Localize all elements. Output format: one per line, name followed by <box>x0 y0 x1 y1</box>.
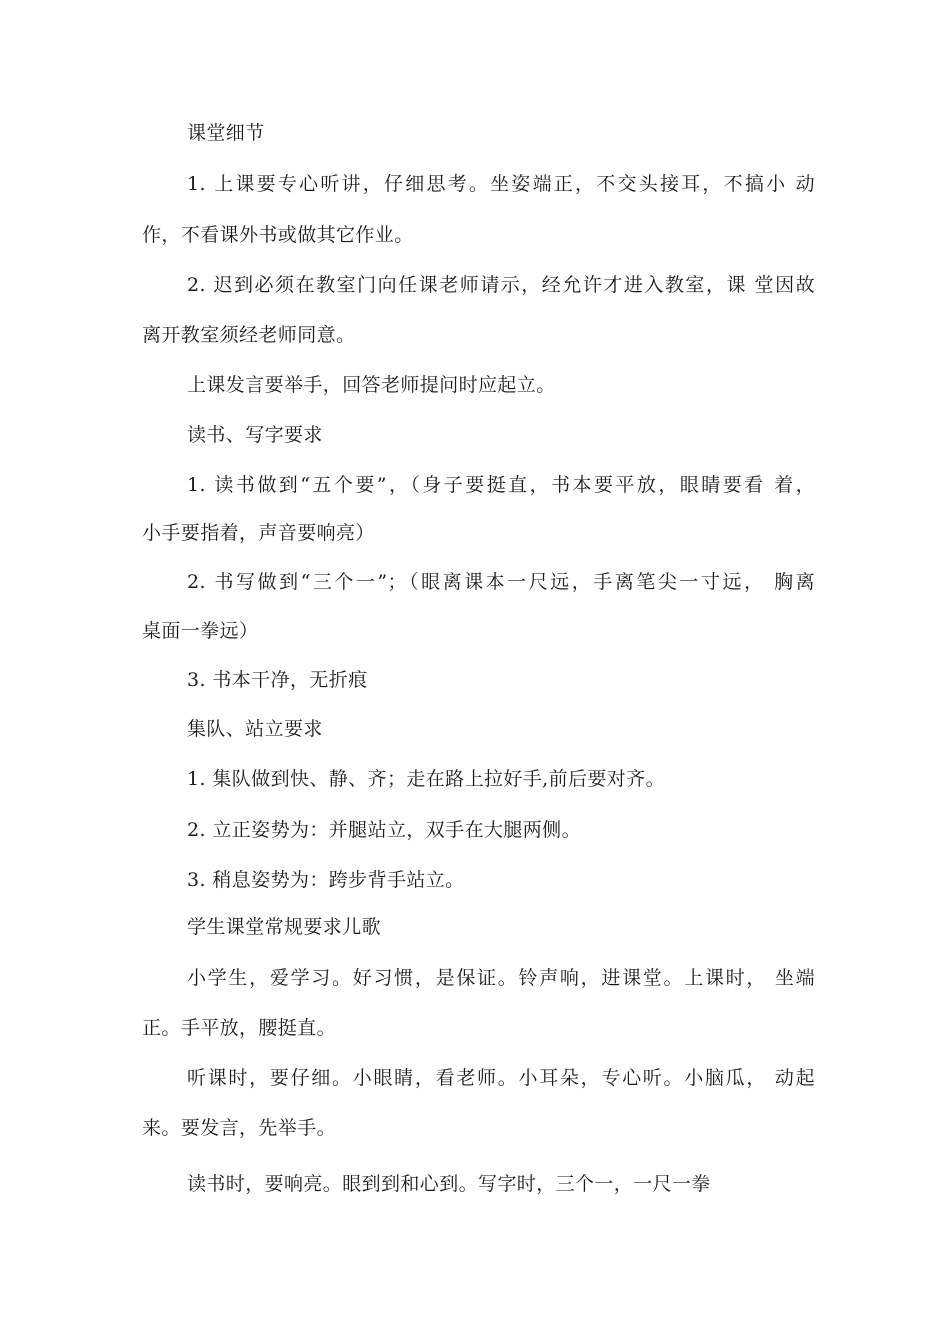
paragraph-line: 上课发言要举手，回答老师提问时应起立。 <box>187 374 556 396</box>
paragraph-line: 离开教室须经老师同意。 <box>142 324 356 346</box>
paragraph-line: 听课时，要仔细。小眼睛，看老师。小耳朵，专心听。小脑瓜， 动起 <box>187 1067 815 1089</box>
paragraph-line: 读书时，要响亮。眼到到和心到。写字时，三个一，一尺一拳 <box>187 1173 711 1195</box>
heading-reading-writing: 读书、写字要求 <box>187 424 323 446</box>
heading-classroom-details: 课堂细节 <box>187 122 265 144</box>
paragraph-line: 2. 迟到必须在教室门向任课老师请示，经允许才进入教室，课 堂因故 <box>187 274 815 296</box>
paragraph-line: 来。要发言，先举手。 <box>142 1117 337 1139</box>
paragraph-line: 3. 稍息姿势为：跨步背手站立。 <box>187 869 465 891</box>
paragraph-line: 2. 立正姿势为：并腿站立，双手在大腿两侧。 <box>187 819 581 841</box>
paragraph-line: 2. 书写做到“三个一”；（眼离课本一尺远，手离笔尖一寸远， 胸离 <box>187 571 815 593</box>
paragraph-line: 3. 书本干净，无折痕 <box>187 669 368 691</box>
paragraph-line: 桌面一拳远） <box>142 620 259 642</box>
heading-lineup-standing: 集队、站立要求 <box>187 718 323 740</box>
paragraph-line: 小手要指着，声音要响亮） <box>142 522 375 544</box>
paragraph-line: 小学生，爱学习。好习惯，是保证。铃声响，进课堂。上课时， 坐端 <box>187 967 815 989</box>
heading-classroom-rhyme: 学生课堂常规要求儿歌 <box>187 916 382 938</box>
paragraph-line: 1. 集队做到快、静、齐；走在路上拉好手,前后要对齐。 <box>187 768 666 790</box>
paragraph-line: 作，不看课外书或做其它作业。 <box>142 224 414 246</box>
paragraph-line: 1. 上课要专心听讲，仔细思考。坐姿端正，不交头接耳，不搞小 动 <box>187 173 815 195</box>
paragraph-line: 正。手平放，腰挺直。 <box>142 1017 337 1039</box>
paragraph-line: 1. 读书做到“五个要”，（身子要挺直，书本要平放，眼睛要看 着， <box>187 474 815 496</box>
